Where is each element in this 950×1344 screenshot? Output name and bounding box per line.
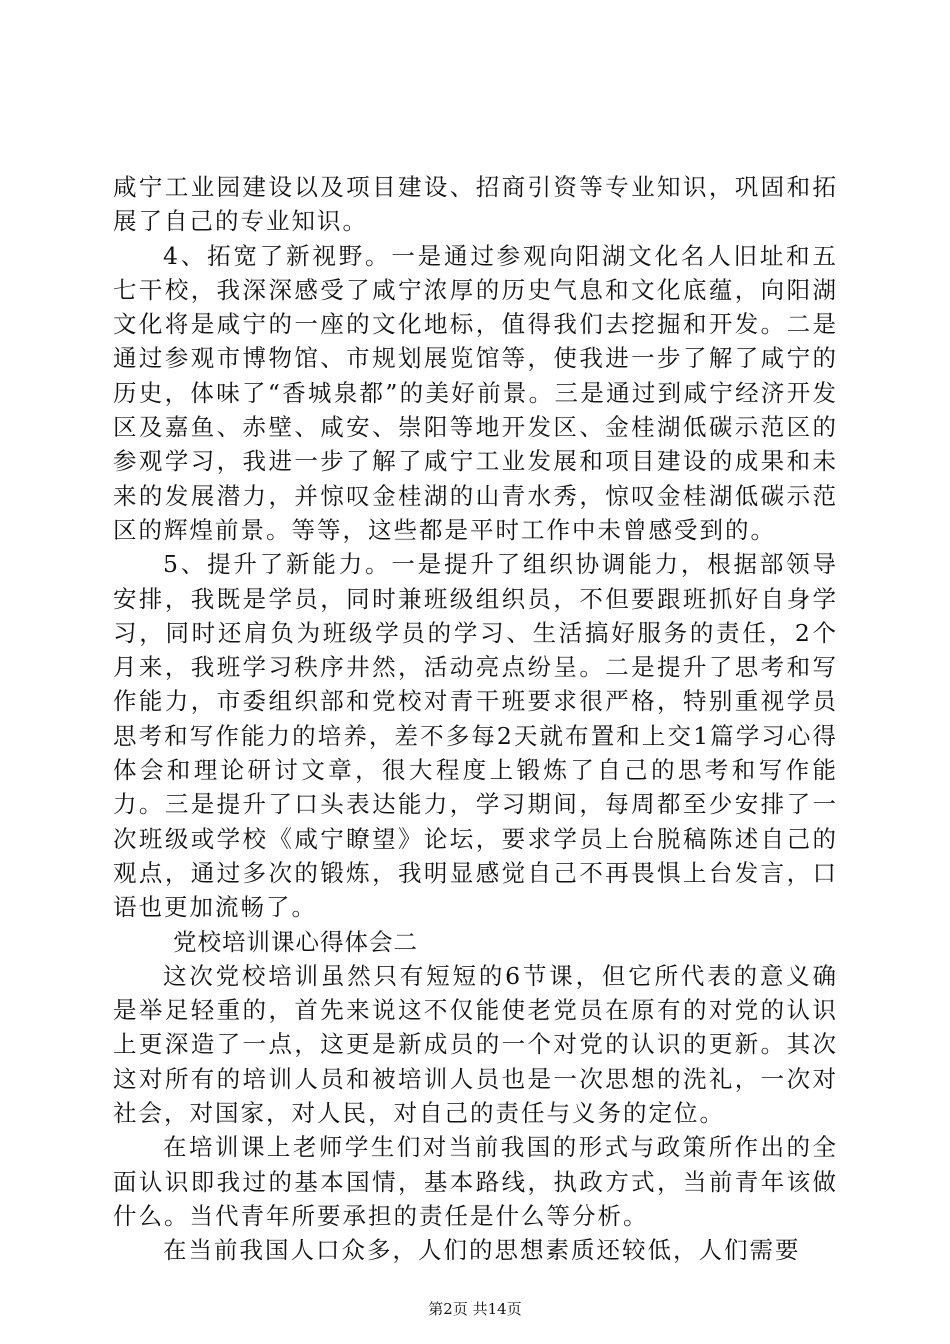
paragraph-new-vision: 4、拓宽了新视野。一是通过参观向阳湖文化名人旧址和五七干校，我深深感受了咸宁浓厚的历史气息和文化底蕴，向阳湖文化将是咸宁的一座的文化地标，值得我们去挖掘和开发。二是通过参观市博物馆、市规划展览馆等，使我进一步了解了咸宁的历史，体味了“香城泉都”的美好前景。三是通过到咸宁经济开发区及嘉鱼、赤壁、咸安、崇阳等地开发区、金桂湖低碳示范区的参观学习，我进一步了解了咸宁工业发展和项目建设的成果和未来的发展潜力，并惊叹金桂湖的山青水秀，惊叹金桂湖低碳示范区的辉煌前景。等等，这些都是平时工作中未曾感受到的。: [113, 241, 838, 544]
paragraph-current-situation: 在当前我国人口众多，人们的思想素质还较低，人们需要: [163, 1236, 801, 1265]
document-body: [113, 170, 838, 1268]
paragraph-training-intro: 这次党校培训虽然只有短短的6节课，但它所代表的意义确是举足轻重的，首先来说这不仅能使老党员在原有的对党的认识上更深造了一点，这更是新成员的一个对党的认识的更新。其次这对所有的培训人员和被培训人员也是一次思想的洗礼，一次对社会，对国家，对人民，对自己的责任与义务的定位。: [113, 961, 838, 1128]
paragraph-continuation: 咸宁工业园建设以及项目建设、招商引资等专业知识，巩固和拓展了自己的专业知识。: [113, 173, 838, 236]
paragraph-training-content: 在培训课上老师学生们对当前我国的形式与政策所作出的全面认识即我过的基本国情，基本路线，执政方式，当前青年该做什么。当代青年所要承担的责任是什么等分析。: [113, 1133, 838, 1230]
page-number-footer: 第2页 共14页: [428, 1300, 522, 1318]
section-heading: 党校培训课心得体会二: [173, 927, 418, 956]
paragraph-new-ability: 5、提升了新能力。一是提升了组织协调能力，根据部领导安排，我既是学员，同时兼班级组织员，不但要跟班抓好自身学习，同时还肩负为班级学员的学习、生活搞好服务的责任，2个月来，我班学习秩序井然，活动亮点纷呈。二是提升了思考和写作能力，市委组织部和党校对青干班要求很严格，特别重视学员思考和写作能力的培养，差不多每2天就布置和上交1篇学习心得体会和理论研讨文章，很大程度上锻炼了自己的思考和写作能力。三是提升了口头表达能力，学习期间，每周都至少安排了一次班级或学校《咸宁瞭望》论坛，要求学员上台脱稿陈述自己的观点，通过多次的锻炼，我明显感觉自己不再畏惧上台发言，口语也更加流畅了。: [113, 550, 838, 922]
